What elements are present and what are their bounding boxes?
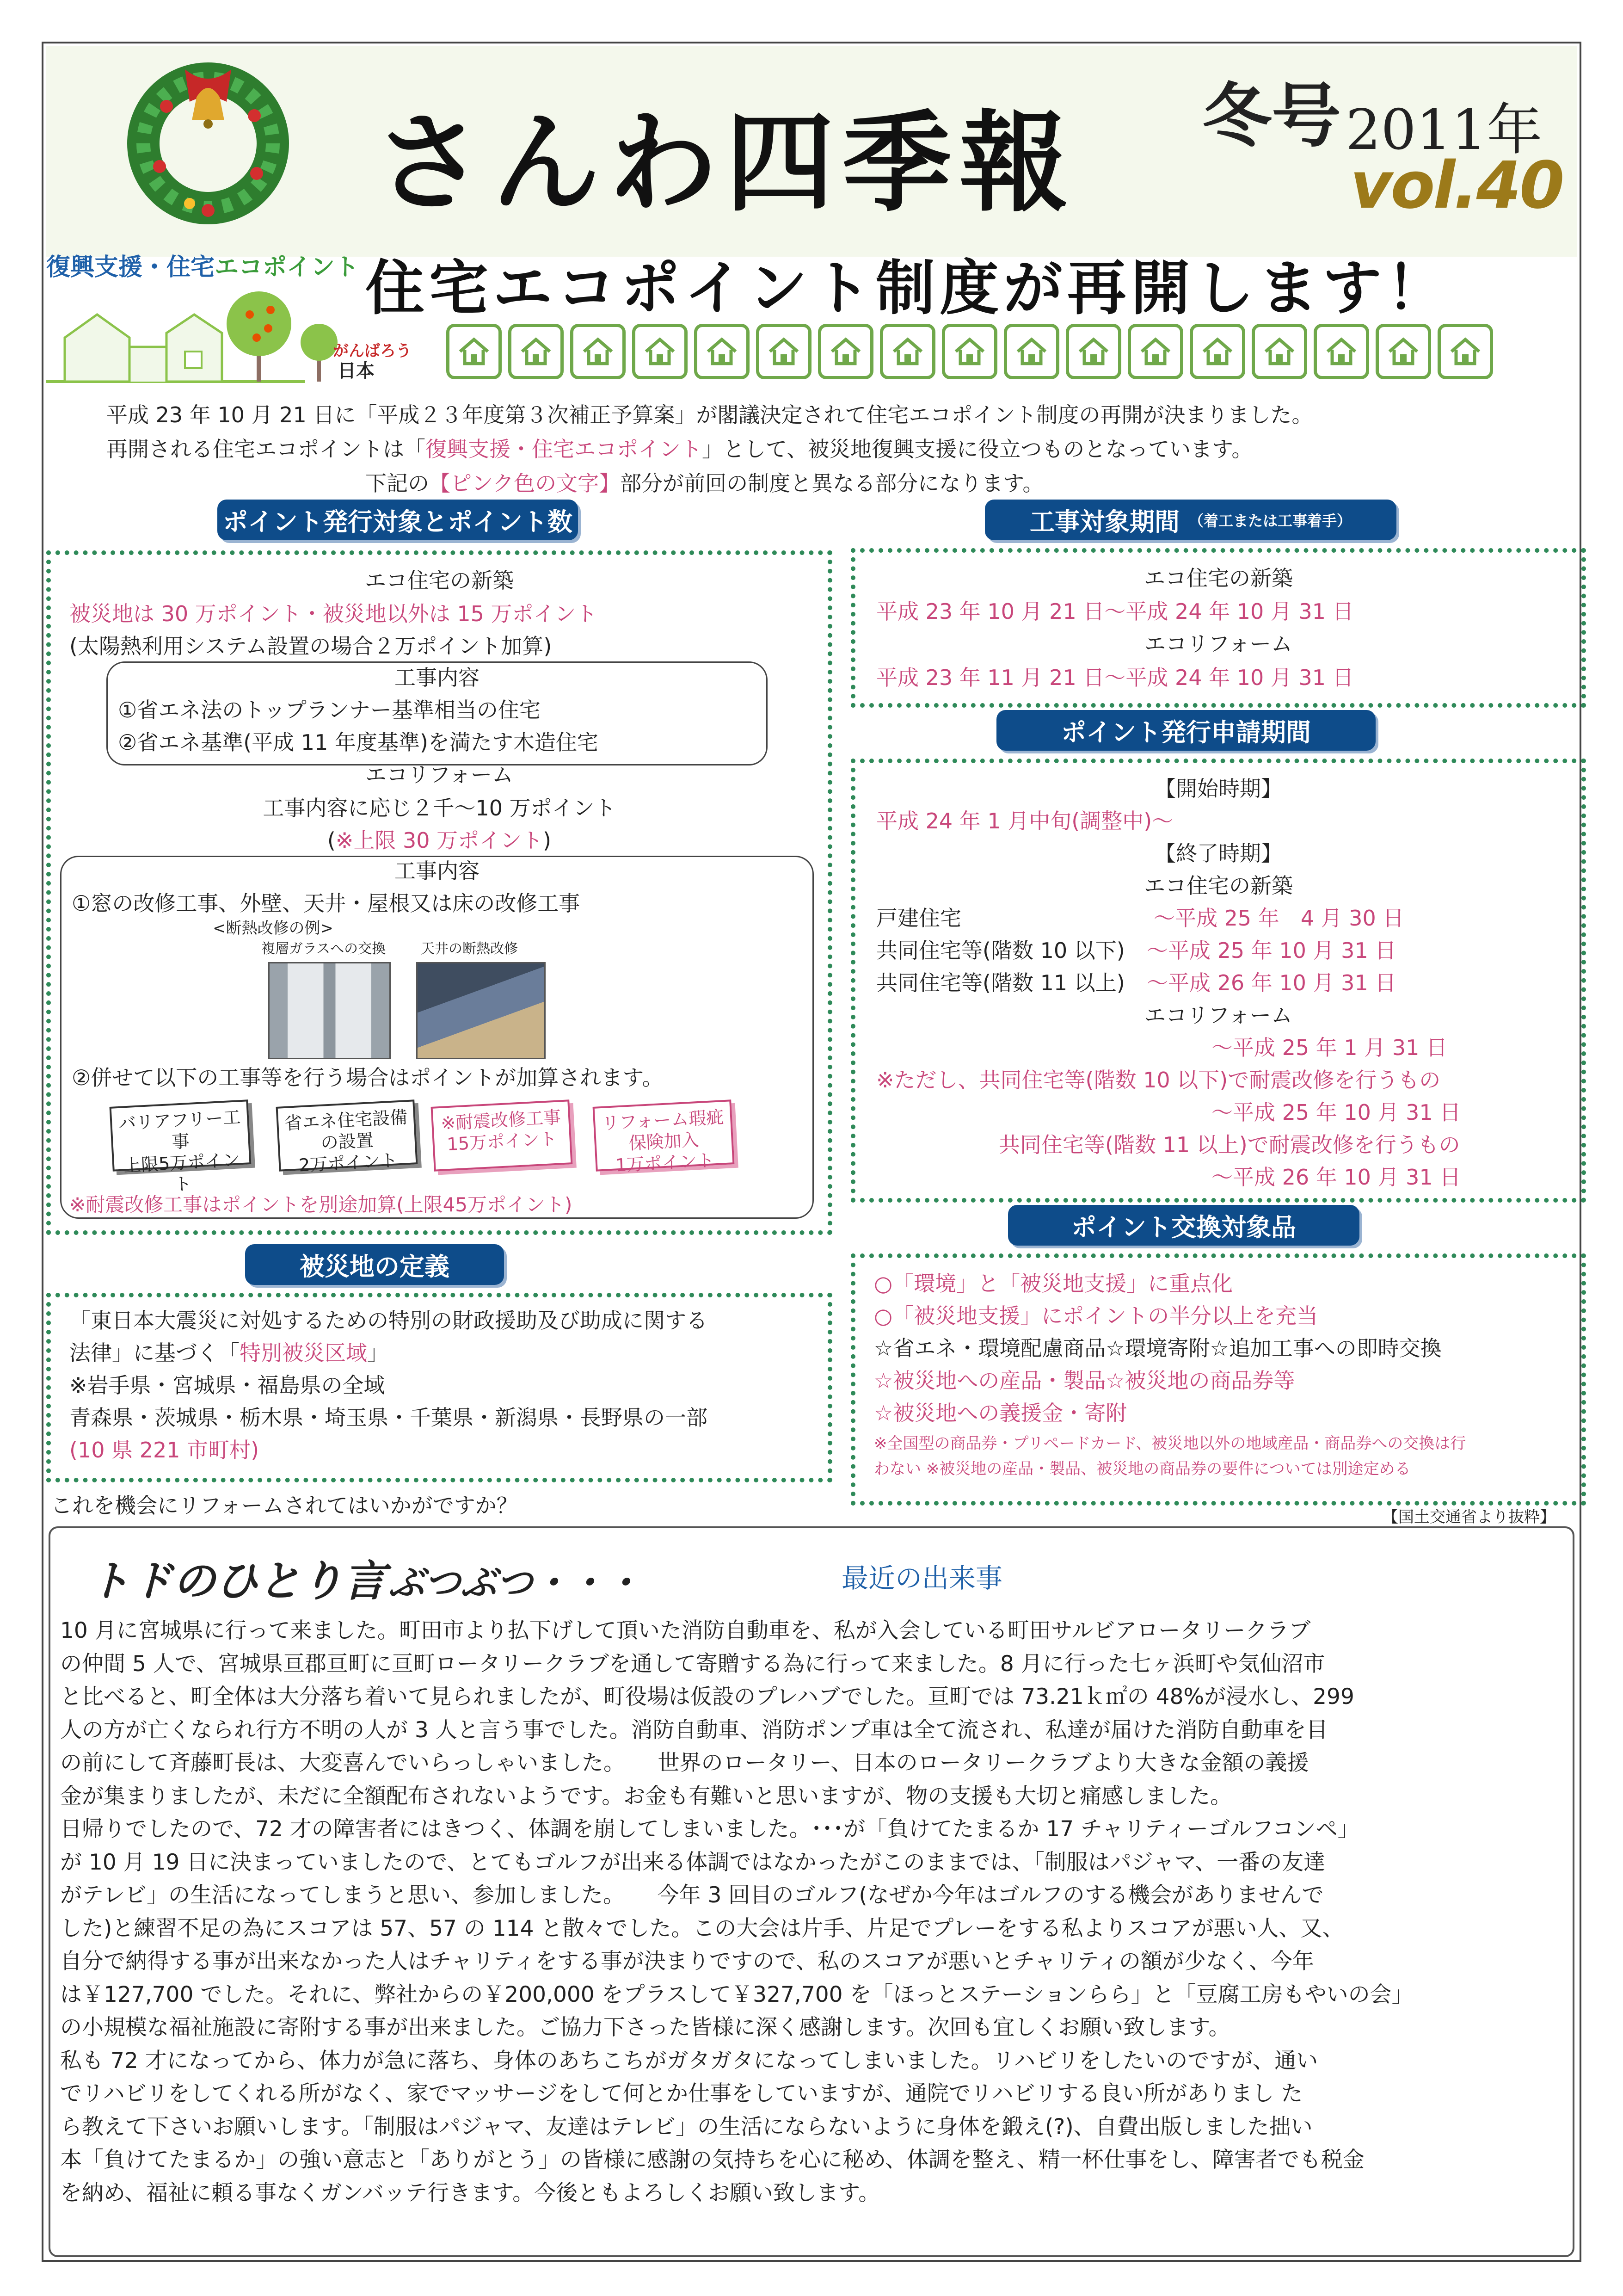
disaster-line-2: 法律」に基づく「特別被災区域」 <box>69 1340 388 1365</box>
house-icon <box>756 324 812 379</box>
apply-start-label: 【開始時期】 <box>1155 776 1282 801</box>
apply-reform-end: 〜平成 25 年 1 月 31 日 <box>1211 1035 1448 1060</box>
essay-recent: 最近の出来事 <box>842 1562 1003 1594</box>
exchange-item-3: ☆省エネ・環境配慮商品☆環境寄附☆追加工事への即時交換 <box>874 1336 1442 1361</box>
house-icon <box>446 324 502 379</box>
apply-detached: 戸建住宅 <box>876 906 961 931</box>
quake-note: ※耐震改修工事はポイントを別途加算(上限45万ポイント) <box>69 1193 572 1216</box>
apply-note-2-end: 〜平成 26 年 10 月 31 日 <box>1211 1165 1461 1190</box>
points-new-build-points: 被災地は 30 万ポイント・被災地以外は 15 万ポイント <box>69 601 597 626</box>
apply-shared11-end: 〜平成 26 年 10 月 31 日 <box>1147 970 1396 995</box>
essay-line: 自分で納得する事が出来なかった人はチャリティをする事が決まりですので、私のスコアが悪いとチャリティの額が少なく、今年 <box>60 1949 1314 1974</box>
essay-subtitle: ぶつぶつ・・・ <box>388 1562 641 1604</box>
badge-line-2: 2万ポイント <box>298 1150 399 1176</box>
essay-line: ら教えて下さいお願いします。「制服はパジャマ、友達はテレビ」の生活にならないように身体を鍛え(?)、自費出版しました拙い <box>60 2114 1313 2140</box>
house-icon <box>1190 324 1245 379</box>
photo1-caption: 複層ガラスへの交換 <box>261 941 386 957</box>
period-new-build: エコ住宅の新築 <box>1144 566 1293 591</box>
house-icon <box>1066 324 1121 379</box>
essay-title: トドのひとり言 <box>88 1556 386 1606</box>
essay-line: した)と練習不足の為にスコアは 57、57 の 114 と散々でした。この大会は片手、片足でプレーをする私よりスコアが悪い人、又、 <box>60 1915 1344 1941</box>
issue-year: 2011年 <box>1346 98 1543 162</box>
house-icon <box>1252 324 1307 379</box>
apply-reform: エコリフォーム <box>1144 1003 1292 1028</box>
essay-line: は￥127,700 でした。それに、弊社からの￥200,000 をプラスして￥327,700 を「ほっとステーションらら」と「豆腐工房もやいの会」 <box>60 1981 1414 2007</box>
eco-house-illustration <box>46 278 412 389</box>
house-icon <box>1438 324 1493 379</box>
disaster-line-4: 青森県・茨城県・栃木県・埼玉県・千葉県・新潟県・長野県の一部 <box>69 1405 707 1430</box>
house-icon <box>942 324 997 379</box>
period-heading: 工事対象期間 （着工または工事着手） <box>985 500 1396 540</box>
reform-work-item-1: ①窓の改修工事、外壁、天井・屋根又は床の改修工事 <box>72 891 580 916</box>
points-heading: ポイント発行対象とポイント数 <box>217 500 578 540</box>
bonus-badge <box>276 1099 418 1176</box>
double-glazing-photo <box>268 962 391 1059</box>
period-reform: エコリフォーム <box>1144 631 1292 656</box>
disaster-line-3: ※岩手県・宮城県・福島県の全域 <box>69 1373 385 1398</box>
essay-line: の小規模な福祉施設に寄附する事が出来ました。ご協力下さった皆様に深く感謝します。次回も宜しくお願い致します。 <box>60 2015 1230 2040</box>
intro-line-3: 下記の【ピンク色の文字】部分が前回の制度と異なる部分になります。 <box>365 471 1044 496</box>
apply-heading: ポイント発行申請期間 <box>996 710 1376 751</box>
house-icon <box>1128 324 1183 379</box>
apply-shared10-end: 〜平成 25 年 10 月 31 日 <box>1147 938 1396 963</box>
essay-line: を納め、福祉に頼る事なくガンバッテ行きます。今後ともよろしくお願い致します。 <box>60 2180 880 2206</box>
essay-line: 人の方が亡くなられ行方不明の人が 3 人と言う事でした。消防自動車、消防ポンプ車は全て流され、私達が届けた消防自動車を目 <box>60 1717 1328 1743</box>
apply-start: 平成 24 年 1 月中旬(調整中)〜 <box>876 809 1174 833</box>
intro-text <box>106 398 1313 500</box>
intro-line-2: 再開される住宅エコポイントは「復興支援・住宅エコポイント」として、被災地復興支援に役立つものとなっています。 <box>106 437 1253 462</box>
eco-label-part1: 復興支援・住宅 <box>46 253 215 281</box>
disaster-line-5: (10 県 221 市町村) <box>69 1438 259 1463</box>
badge-line-1: 省エネ住宅設備の設置 <box>284 1107 408 1153</box>
badge-line-2: 1万ポイント <box>615 1150 715 1176</box>
house-icon <box>508 324 564 379</box>
bonus-badge <box>431 1099 573 1172</box>
apply-shared11: 共同住宅等(階数 11 以上) <box>876 970 1125 995</box>
apply-shared10: 共同住宅等(階数 10 以下) <box>876 938 1125 963</box>
eco-label-part2: エコポイント <box>215 253 359 281</box>
house-icon <box>1004 324 1059 379</box>
essay-line: の仲間 5 人で、宮城県亘郡亘町に亘町ロータリークラブを通して寄贈する為に行って来ました。8 月に行った七ヶ浜町や気仙沼市 <box>60 1651 1325 1677</box>
house-icon <box>1376 324 1431 379</box>
badge-line-1: バリアフリー工事 <box>118 1107 241 1152</box>
work-label: 工事内容 <box>394 665 480 690</box>
period-new-build-dates: 平成 23 年 10 月 21 日〜平成 24 年 10 月 31 日 <box>876 599 1354 624</box>
exchange-source: 【国土交通省より抜粋】 <box>1383 1508 1555 1526</box>
points-reform-cap: (※上限 30 万ポイント) <box>327 828 552 853</box>
essay-line: の前にして斉藤町長は、大変喜んでいらっしゃいました。 世界のロータリー、日本のロータリークラブより大きな金額の義援 <box>60 1750 1309 1776</box>
intro-line-1: 平成 23 年 10 月 21 日に「平成２３年度第３次補正予算案」が閣議決定されて住宅エコポイント制度の再開が決まりました。 <box>106 402 1313 427</box>
house-icon <box>1314 324 1369 379</box>
house-icon <box>570 324 626 379</box>
exchange-item-2: ○「被災地支援」にポイントの半分以上を充当 <box>874 1303 1318 1328</box>
essay-body <box>60 1614 1572 2210</box>
apply-end-label: 【終了時期】 <box>1155 841 1282 866</box>
badge-line-2: 15万ポイント <box>446 1128 558 1155</box>
badge-line-1: ※耐震改修工事 <box>440 1107 562 1134</box>
newsletter-title: さんわ四季報 <box>375 99 1076 227</box>
reform-work-label: 工事内容 <box>394 858 480 883</box>
issue-season: 冬号 <box>1202 75 1341 157</box>
house-icon-row <box>446 324 1570 379</box>
essay-line: でリハビリをしてくれる所がなく、家でマッサージをして何とか仕事をしていますが、通院でリハビリする良い所がありまし た <box>60 2081 1303 2106</box>
exchange-heading: ポイント交換対象品 <box>1008 1205 1359 1246</box>
essay-line: 日帰りでしたので、72 才の障害者にはきつく、体調を崩してしまいました。･･･が「負けてたまるか 17 チャリティーゴルフコンペ」 <box>60 1816 1359 1842</box>
points-new-build: エコ住宅の新築 <box>365 568 514 593</box>
apply-new-build: エコ住宅の新築 <box>1144 873 1293 898</box>
disaster-heading: 被災地の定義 <box>245 1244 504 1285</box>
essay-line: 私も 72 才になってから、体力が急に落ち、身体のあちこちがガタガタになってしまいました。リハビリをしたいのですが、通い <box>60 2048 1318 2074</box>
exchange-item-4: ☆被災地への産品・製品☆被災地の商品券等 <box>874 1368 1295 1393</box>
badge-line-2: 上限5万ポイント <box>123 1149 241 1195</box>
essay-line: がテレビ」の生活になってしまうと思い、参加しました。 今年 3 回目のゴルフ(なぜか今年はゴルフのする機会がありませんで <box>60 1882 1324 1908</box>
headline: 住宅エコポイント制度が再開します！ <box>365 254 1451 323</box>
house-icon <box>818 324 873 379</box>
apply-note-2: 共同住宅等(階数 11 以上)で耐震改修を行うもの <box>999 1132 1460 1157</box>
essay-line: と比べると、町全体は大分落ち着いて見られましたが、町役場は仮設のプレハブでした。亘町では 73.21ｋ㎡の 48%が浸水し、299 <box>60 1684 1354 1710</box>
apply-detached-end: 〜平成 25 年 4 月 30 日 <box>1154 906 1404 931</box>
points-reform-points: 工事内容に応じ２千〜10 万ポイント <box>263 796 616 821</box>
issue-volume: vol.40 <box>1350 148 1563 223</box>
exchange-item-1: ○「環境」と「被災地支援」に重点化 <box>874 1271 1233 1296</box>
work-item-2: ②省エネ基準(平成 11 年度基準)を満たす木造住宅 <box>118 730 598 755</box>
wreath-icon <box>116 51 301 227</box>
apply-note-1: ※ただし、共同住宅等(階数 10 以下)で耐震改修を行うもの <box>876 1068 1441 1092</box>
bonus-badge <box>593 1099 735 1176</box>
essay-line: が 10 月 19 日に決まっていましたので、とてもゴルフが出来る体調ではなかったがこのままでは、「制服はパジャマ、一番の友達 <box>60 1849 1326 1875</box>
essay-line: 10 月に宮城県に行って来ました。町田市より払下げして頂いた消防自動車を、私が入会している町田サルビアロータリークラブ <box>60 1618 1311 1643</box>
points-reform: エコリフォーム <box>365 762 513 787</box>
exchange-item-5: ☆被災地への義援金・寄附 <box>874 1401 1127 1426</box>
badge-line-1: リフォーム瑕疵保険加入 <box>601 1107 725 1154</box>
ceiling-insulation-photo <box>416 962 546 1059</box>
apply-note-1-end: 〜平成 25 年 10 月 31 日 <box>1211 1100 1461 1125</box>
photo2-caption: 天井の断熱改修 <box>421 941 518 957</box>
bonus-badge <box>110 1099 252 1195</box>
points-solar: (太陽熱利用システム設置の場合２万ポイント加算) <box>69 634 552 659</box>
essay-line: 金が集まりましたが、未だに全額配布されないようです。お金も有難いと思いますが、物の支援も大切と痛感しました。 <box>60 1783 1232 1809</box>
work-item-1: ①省エネ法のトップランナー基準相当の住宅 <box>118 697 541 722</box>
disaster-line-1: 「東日本大震災に対処するための特別の財政援助及び助成に関する <box>69 1308 707 1333</box>
house-icon <box>632 324 688 379</box>
exchange-note-1: ※全国型の商品券・プリペードカード、被災地以外の地域産品・商品券への交換は行 <box>874 1434 1466 1453</box>
period-reform-dates: 平成 23 年 11 月 21 日〜平成 24 年 10 月 31 日 <box>876 665 1354 690</box>
insulation-example: <断熱改修の例> <box>213 919 333 938</box>
house-icon <box>880 324 935 379</box>
house-icon <box>694 324 750 379</box>
reform-question: これを機会にリフォームされてはいかがですか？ <box>51 1493 518 1518</box>
reform-work-item-2: ②併せて以下の工事等を行う場合はポイントが加算されます。 <box>72 1065 664 1090</box>
exchange-note-2: わない ※被災地の産品・製品、被災地の商品券の要件については別途定める <box>874 1460 1411 1478</box>
essay-line: 本「負けてたまるか」の強い意志と「ありがとう」の皆様に感謝の気持ちを心に秘め、体調を整え、精一杯仕事をし、障害者でも税金 <box>60 2147 1365 2173</box>
eco-point-label <box>46 247 359 282</box>
svg-text:がんばろう: がんばろう <box>333 342 412 360</box>
svg-text:日本: 日本 <box>338 360 375 382</box>
